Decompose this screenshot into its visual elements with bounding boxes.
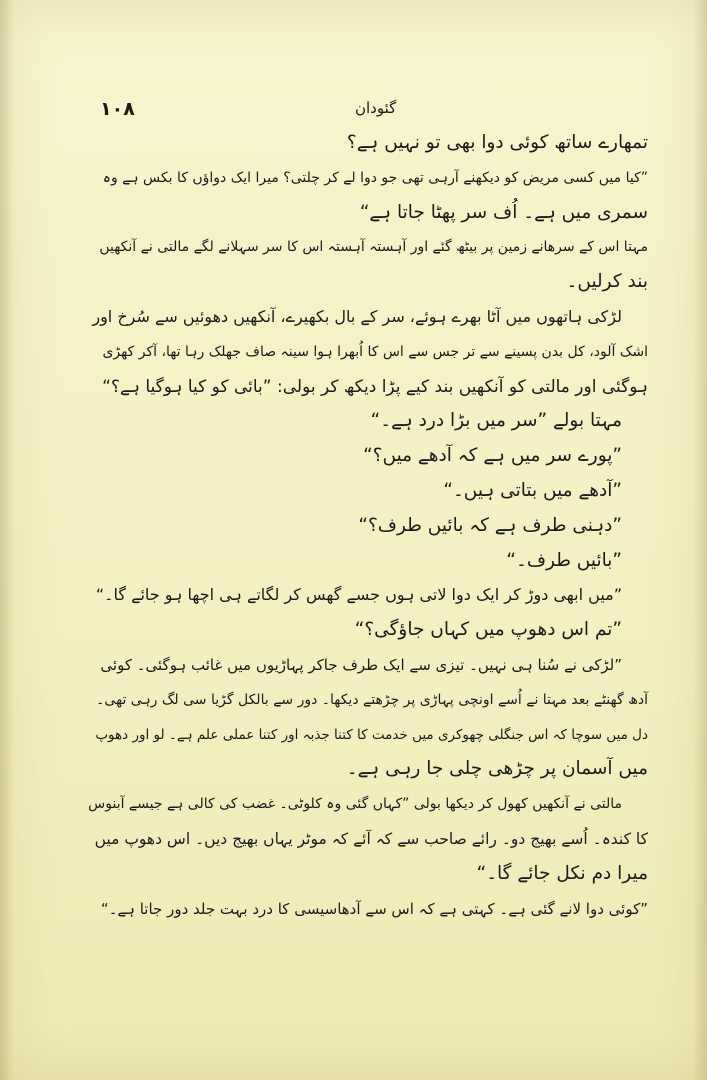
text-line: ہوگئی اور مالتی کو آنکھیں بند کیے پڑا دیکھ کر بولی: ”بائی کو کیا ہوگیا ہے؟“ [102,376,648,397]
page-left-edge-shadow [0,0,14,1080]
text-line: ”میں ابھی دوڑ کر ایک دوا لاتی ہوں جسے گھس کر لگاتے ہی اچھا ہو جائے گا۔“ [95,585,622,605]
text-line: بند کرلیں۔ [566,271,648,293]
text-line: ”لڑکی نے سُنا ہی نہیں۔ تیزی سے ایک طرف جاکر پہاڑیوں میں غائب ہوگئی۔ کوئی [100,655,622,674]
text-line: ”تم اس دھوپ میں کہاں جاؤگی؟“ [354,619,622,641]
text-line: سمری میں ہے۔ اُف سر پھٹا جاتا ہے“ [359,201,648,223]
text-line: مالتی نے آنکھیں کھول کر دیکھا بولی ”کہاں گئی وہ کلوٹی۔ غضب کی کالی ہے جیسے آبنوس [88,796,622,813]
running-title: گئودان [355,99,397,117]
text-line: ”دہنی طرف ہے کہ بائیں طرف؟“ [358,514,622,536]
text-line: کا کندہ۔ اُسے بھیج دو۔ رائے صاحب سے کہ آئے کہ موٹر یہاں بھیج دیں۔ اس دھوپ میں [94,829,648,848]
text-line: میرا دم نکل جائے گا۔“ [476,862,648,884]
page-number: ۱۰۸ [100,98,135,120]
text-line: ”کیا میں کسی مریض کو دیکھنے آرہی تھی جو دوا لے کر چلتی؟ میرا ایک دواؤں کا بکس ہے وہ [102,169,648,186]
text-line: اشک آلود، کل بدن پسینے سے تر جس سے اس کا اُبھرا ہوا سینہ صاف جھلک رہا تھا، آکر کھڑی [102,343,648,360]
text-line: میں آسمان پر چڑھی چلی جا رہی ہے۔ [346,758,648,780]
text-line: ”آدھے میں بتاتی ہیں۔“ [443,479,622,501]
text-line: مہتا اس کے سرھانے زمین پر بیٹھ گئے اور آہستہ آہستہ اس کا سر سہلانے لگے مالتی نے آنکھیں [99,239,648,256]
page-right-edge-shadow [693,0,707,1080]
text-line: لڑکی ہاتھوں میں آٹا بھرے ہوئے، سر کے بال بکھیرے، آنکھیں دھوئیں سے سُرخ اور [92,306,622,326]
text-line: مہتا بولے ”سر میں بڑا درد ہے۔“ [370,410,622,432]
body-text [88,126,648,926]
text-line: آدھ گھنٹے بعد مہتا نے اُسے اونچی پہاڑی پر چڑھتے دیکھا۔ دور سے بالکل گڑیا سی لگ رہی تھی۔ [96,691,648,708]
text-line: تمھارے ساتھ کوئی دوا بھی تو نہیں ہے؟ [346,132,648,153]
text-line: ”بائیں طرف۔“ [506,549,622,571]
text-line: ”کوئی دوا لانے گئی ہے۔ کہتی ہے کہ اس سے آدھاسیسی کا درد بہت جلد دور جاتا ہے۔“ [100,899,648,918]
text-line: ”پورے سر میں ہے کہ آدھے میں؟“ [363,445,622,467]
text-line: دل میں سوچا کہ اس جنگلی چھوکری میں خدمت کا کتنا جذبہ اور کتنا عملی علم ہے۔ لو اور دھوپ [95,726,648,743]
